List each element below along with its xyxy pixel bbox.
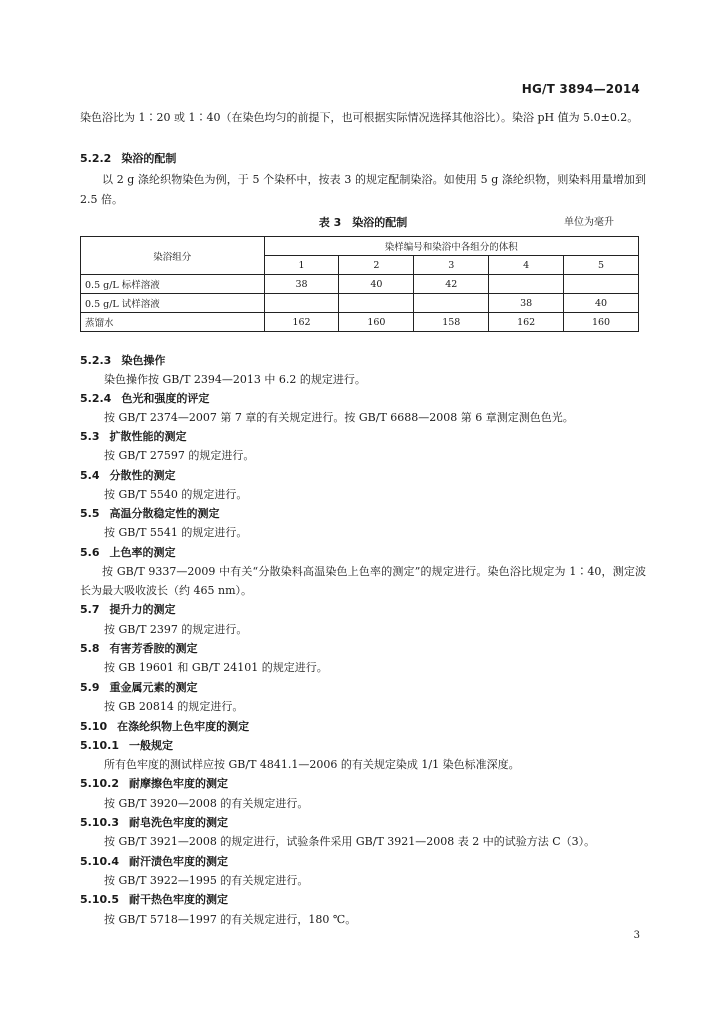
table-cell [339,294,414,313]
column-number: 4 [489,256,564,275]
table-row [81,294,639,313]
section-title: 染色操作 [121,354,166,367]
section-number: 5.10.2 [80,777,119,790]
section-number: 5.10.4 [80,855,119,868]
section-text-5-2-4: 按 GB/T 2374—2007 第 7 章的有关规定进行。按 GB/T 6688—2008 第 6 章测定测色色光。 [104,411,574,424]
row-label: 0.5 g/L 标样溶液 [81,275,265,294]
table-cell [414,294,489,313]
section-text-5-4: 按 GB/T 5540 的规定进行。 [104,488,248,501]
section-title: 耐摩擦色牢度的测定 [128,777,228,790]
section-number: 5.4 [80,469,100,482]
section-title: 提升力的测定 [109,603,176,616]
section-title: 有害芳香胺的测定 [109,642,198,655]
section-title: 高温分散稳定性的测定 [109,507,220,520]
table-cell: 158 [414,313,489,332]
section-text-5-2-3: 染色操作按 GB/T 2394—2013 中 6.2 的规定进行。 [104,373,366,386]
table-row [81,313,639,332]
section-title: 在涤纶织物上色牢度的测定 [117,720,250,733]
section-number: 5.10.3 [80,816,119,829]
row-label: 0.5 g/L 试样溶液 [81,294,265,313]
section-text-5-10-1: 所有色牢度的测试样应按 GB/T 4841.1—2006 的有关规定染成 1/1 染色标准深度。 [104,758,520,771]
section-heading-5-5 [80,505,646,523]
table-cell: 162 [264,313,339,332]
section-heading-5-2-3 [80,352,646,370]
table-cell: 40 [339,275,414,294]
table-header-row [81,237,639,256]
section-title: 扩散性能的测定 [109,430,187,443]
section-heading-5-9 [80,679,646,697]
section-heading-5-10 [80,718,646,736]
section-text-5-6: 按 GB/T 9337—2009 中有关“分散染料高温染色上色率的测定”的规定进行。染色浴比规定为 1∶40，测定波长为最大吸收波长（约 465 nm）。 [80,565,646,597]
section-number: 5.10.5 [80,893,119,906]
table-cell: 40 [564,294,639,313]
section-text-5-5: 按 GB/T 5541 的规定进行。 [104,526,248,539]
section-heading-5-7 [80,601,646,619]
section-text-5-2-2: 以 2 g 涤纶织物染色为例，于 5 个染杯中，按表 3 的规定配制染浴。如使用 5 g 涤纶织物，则染料用量增加到 2.5 倍。 [80,173,646,206]
table-cell [564,275,639,294]
section-title: 色光和强度的评定 [121,392,210,405]
column-number: 3 [414,256,489,275]
column-number: 1 [264,256,339,275]
table-cell [264,294,339,313]
section-heading-5-10-3 [80,814,646,832]
dye-bath-table [80,236,639,332]
section-text-5-8: 按 GB 19601 和 GB/T 24101 的规定进行。 [104,661,328,674]
section-number: 5.7 [80,603,100,616]
section-text-5-7: 按 GB/T 2397 的规定进行。 [104,623,248,636]
section-heading-5-4 [80,467,646,485]
table-cell: 38 [489,294,564,313]
section-heading-5-10-5 [80,891,646,909]
section-number: 5.10 [80,720,108,733]
table-cell: 160 [564,313,639,332]
section-number: 5.8 [80,642,100,655]
table-unit: 单位为毫升 [564,217,614,228]
table-cell [489,275,564,294]
section-heading-5-10-4 [80,853,646,871]
section-heading-5-8 [80,640,646,658]
column-number: 2 [339,256,414,275]
intro-paragraph: 染色浴比为 1∶20 或 1∶40（在染色均匀的前提下，也可根据实际情况选择其他浴比）。染浴 pH 值为 5.0±0.2。 [80,111,639,124]
table-cell: 160 [339,313,414,332]
section-heading-5-10-2 [80,775,646,793]
table-cell: 42 [414,275,489,294]
section-number: 5.10.1 [80,739,119,752]
section-text-5-10-4: 按 GB/T 3922—1995 的有关规定进行。 [104,874,309,887]
table-cell: 38 [264,275,339,294]
section-title: 一般规定 [128,739,173,752]
table-row [81,275,639,294]
section-title: 分散性的测定 [109,469,176,482]
table-cell: 162 [489,313,564,332]
section-number: 5.9 [80,681,100,694]
column-number: 5 [564,256,639,275]
section-heading-5-3 [80,428,646,446]
section-number: 5.5 [80,507,100,520]
section-number: 5.2.2 [80,152,112,165]
section-number: 5.6 [80,546,100,559]
section-title: 耐干热色牢度的测定 [128,893,228,906]
section-number: 5.2.3 [80,354,112,367]
table-caption: 表 3 染浴的配制 [318,216,408,229]
section-number: 5.2.4 [80,392,112,405]
column-header-component: 染浴组分 [81,237,265,275]
section-heading-5-2-4 [80,390,646,408]
section-text-5-10-5: 按 GB/T 5718—1997 的有关规定进行，180 ℃。 [104,913,357,926]
table-caption-row [80,214,646,232]
section-text-5-10-3: 按 GB/T 3921—2008 的规定进行，试验条件采用 GB/T 3921—2008 表 2 中的试验方法 C（3）。 [104,835,596,848]
section-title: 上色率的测定 [109,546,176,559]
section-heading-5-6 [80,544,646,562]
section-heading-5-2-2 [80,150,646,168]
page-number: 3 [633,930,640,941]
section-title: 重金属元素的测定 [109,681,198,694]
column-header-group: 染样编号和染浴中各组分的体积 [264,237,638,256]
section-text-5-10-2: 按 GB/T 3920—2008 的有关规定进行。 [104,797,309,810]
section-number: 5.3 [80,430,100,443]
section-title: 染浴的配制 [121,152,177,165]
section-title: 耐汗渍色牢度的测定 [128,855,228,868]
section-title: 耐皂洗色牢度的测定 [128,816,228,829]
row-label: 蒸馏水 [81,313,265,332]
section-text-5-3: 按 GB/T 27597 的规定进行。 [104,449,255,462]
standard-code: HG/T 3894—2014 [521,82,640,96]
section-text-5-9: 按 GB 20814 的规定进行。 [104,700,244,713]
section-heading-5-10-1 [80,737,646,755]
